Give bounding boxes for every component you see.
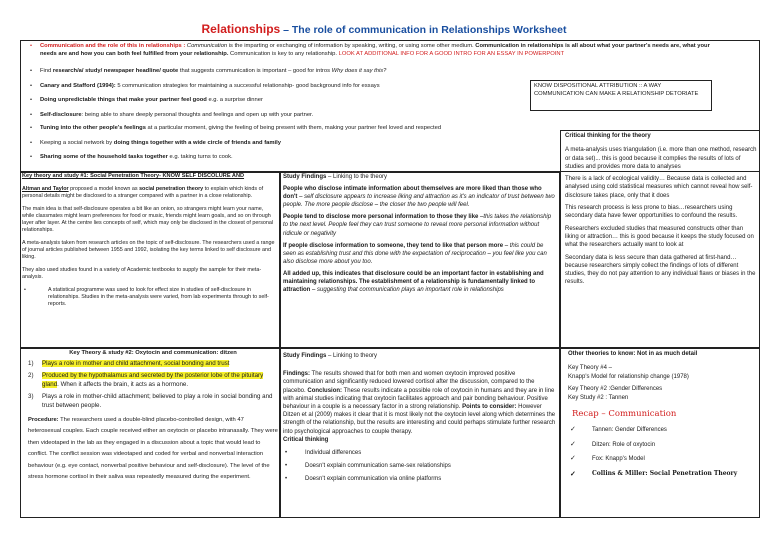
intro-bullet-6: • Tuning into the other people's feelings at a particular moment, giving the feeling of being present with them, making your partner feel loved and respected	[28, 125, 628, 133]
critical1-p5: Secondary data is less secure than data gathered at first-hand… because researchers simply collect the findings of lots of different studies, they do not pay attention to any individual flaws or biases in the results.	[565, 254, 756, 286]
page-title	[0, 22, 768, 36]
theory1-p4: They also used studies found in a variety of Academic textbooks to supply the sample for their meta-analysis.	[22, 267, 262, 280]
recap-item-1: ✓ Tannen: Gender Differences	[568, 426, 758, 434]
findings2-body: Findings: The results showed that for both men and women oxytocin improved positive communication and significantly reduced lowered cortisol after the discussion, compared to the placebo. Conclusion: These results indicate a possible role of oxytocin in humans and they are in line with animal studies indicating that oxytocin facilitates approach and pair bonding behaviour. Positive behaviour in a couple is a necessary factor in a strong relationship. Points to consider: However Ditzen et al (2009) makes it clear that it is most likely not the oxytocin level along which determines the strength of the relationship, but the results are interesting and could perhaps stimulate further research into psychological approaches to couple therapy.	[283, 371, 556, 435]
title-main: Relationships	[201, 22, 281, 36]
critical1-p1: A meta-analysis uses triangulation (i.e. more than one method, research or data set)... this is good because it complies the results of lots of studies and provides more data to analyses	[565, 147, 757, 170]
intro-list-2	[28, 68, 528, 126]
theory2-li1: 1) Plays a role in mother and child attachment, social bonding and trust	[28, 359, 230, 367]
findings1-p3: If people disclose information to someone, they tend to like that person more – this could be seen as establishing trust and this done with the expectation of reciprocation – you feel like you can also disclose more about you too.	[283, 242, 547, 265]
other-t1: Key Theory #4 –	[568, 365, 612, 372]
theory1-p3: A meta-analysis taken from research articles on the topic of self-disclosure. The researchers used a range of journal articles published between 1955 and 1992, isolating the key terms linked to self disclosure and liking.	[22, 240, 275, 260]
theory1-content	[22, 173, 276, 308]
critical1-p3: This research process is less prone to bias…researchers using secondary data have fewer opportunities to confound the results.	[565, 205, 738, 220]
findings2-ct2: • Doesn't explain communication same-sex relationships	[283, 462, 557, 470]
critical1-p2: There is a lack of ecological validity… Because data is collected and analysed using cold statistical measures which cannot reveal how self-disclosure takes place, only that it does	[565, 176, 753, 199]
intro-list-3	[28, 125, 628, 162]
findings1-content	[283, 173, 557, 294]
other-t2: Knapp's Model for relationship change (1978)	[568, 373, 689, 380]
recap-item-4: ✓ Collins & Miller: Social Penetration Theory	[568, 470, 758, 478]
other-heading: Other theories to know: Not in as much detail	[568, 351, 698, 357]
theory1-p2: The main idea is that self-disclosure operates a bit like an onion, so strangers might learn your name, while classmates might learn preferences for food or music, friends might learn goals, and so on through layer after layer. At the centre lies concepts of self, which may only be disclosed in the closest of personal relationships.	[22, 206, 274, 233]
findings2-ct3: • Doesn't explain communication via online platforms	[283, 475, 557, 483]
theory2-heading: Key Theory & study #2: Oxytocin and communication: ditzen	[69, 350, 237, 356]
critical1-heading: Critical thinking for the theory	[565, 133, 651, 139]
recap-item-3: ✓ Fox: Knapp's Model	[568, 455, 758, 463]
title-sub: – The role of communication in Relationships Worksheet	[280, 24, 567, 36]
intro-bullet-8: • Sharing some of the household tasks together e.g. taking turns to cook.	[28, 154, 628, 162]
other-t4: Key Study #2 : Tannen	[568, 394, 629, 401]
intro-list	[28, 43, 728, 61]
recap-item-2: ✓ Ditzen: Role of oxytocin	[568, 441, 758, 449]
findings1-p1: People who disclose intimate information about themselves are more liked than those who don't – self disclosure appears to increase liking and attraction as it's an indicator of trust between two people. The more people disclose – the closer the two people will feel.	[283, 186, 555, 209]
intro-bullet-4: • Doing unpredictable things that make your partner feel good e.g. a surprise dinner	[28, 97, 528, 105]
intro-bullet-7: • Keeping a social network by doing things together with a wide circle of friends and family	[28, 140, 628, 148]
findings2-ct-heading: Critical thinking	[283, 436, 329, 443]
theory2-li2: 2) Produced by the hypothalamus and secreted by the posterior lobe of the pituitary gland. When it affects the brain, it acts as a hormone.	[28, 372, 264, 388]
findings1-p2: People tend to disclose more personal information to those they like –this takes the relationship to the next level. People feel they can trust someone to reveal more personal information without ridicule or negativity	[283, 214, 552, 237]
theory2-procedure: Procedure: The researchers used a double-blind placebo-controlled design, with 47 heterosexual couples. Each couple received either an oxytocin or placebo intranasally. They were then videotaped in the lab as they engaged in a discussion about a topic that would lead to conflict. The conflict session was videotaped and coded for verbal and nonverbal interaction behaviour (e.g. eye contact, nonverbal positive behaviour and self-disclosure). The level of the stress hormone cortisol in their saliva was repeatedly measured during the experiment.	[28, 416, 278, 481]
findings1-heading: Study Findings – Linking to the theory	[283, 174, 388, 180]
other-t3: Key Theory #2 :Gender Differences	[568, 386, 663, 393]
other-content	[568, 350, 758, 478]
findings2-heading: Study Findings – Linking to theory	[283, 353, 378, 359]
theory1-p1: Altman and Taylor proposed a model known as social penetration theory to explain which kinds of personal details might be disclosed to a stranger compared with a partner in a close relationship.	[22, 186, 264, 199]
theory2-content	[28, 349, 278, 484]
findings2-content	[283, 352, 557, 484]
theory1-bullet: • A statistical programme was used to look for effect size in studies of self-disclosure in relationships. Studies in the meta-analysis were varied, from lab experiments through to self-reports.	[22, 287, 276, 308]
intro-bullet-2: • Find research/a/ study/ newspaper headline/ quote that suggests communication is important – good for intros Why does it say this?	[28, 68, 528, 76]
dispositional-note: KNOW DISPOSITIONAL ATTRIBUTION :: A WAY COMMUNICATION CAN MAKE A RELATIONSHIP DETORIATE	[530, 80, 712, 111]
critical1-content	[565, 132, 757, 287]
recap-heading: Recap – Communication	[572, 409, 677, 420]
intro-bullet-5: • Self-disclosure: being able to share deeply personal thoughts and feelings and open up with your partner.	[28, 112, 528, 120]
theory1-heading: Key theory and study #1: Social Penetration Theory- KNOW SELF DISCOLURE AND	[22, 173, 245, 179]
findings2-ct1: • Individual differences	[283, 449, 557, 457]
intro-bullet-1: • Communication and the role of this in relationships : Communication is the imparting or exchanging of information by speaking, writing, or using some other medium. Communication in relationships is all about what your partner's needs are, what your needs are and how you can both feel fulfilled from your relationship. Communication is key to any relationship. LOOK AT ADDITIONAL INFO FOR A GOOD INTRO FOR AN ESSAY IN POWERPOINT	[28, 43, 728, 58]
findings1-p4: All added up, this indicates that disclosure could be an important factor in establishing and maintaining relationships. The establishment of a relationship is fundamentally linked to attraction – suggesting that communication plays an important role in relationships	[283, 270, 544, 294]
theory2-li3: 3) Plays a role in mother-child attachment; believed to play a role in social bonding and trust between people.	[28, 393, 273, 409]
critical1-p4: Researchers excluded studies that measured constructs other than liking or attraction… this is good because it keeps the study focused on what the researchers actually want to look at	[565, 225, 754, 249]
intro-bullet-3: • Canary and Stafford (1994): 5 communication strategies for maintaining a successful relationship- good background info for essays	[28, 83, 528, 91]
